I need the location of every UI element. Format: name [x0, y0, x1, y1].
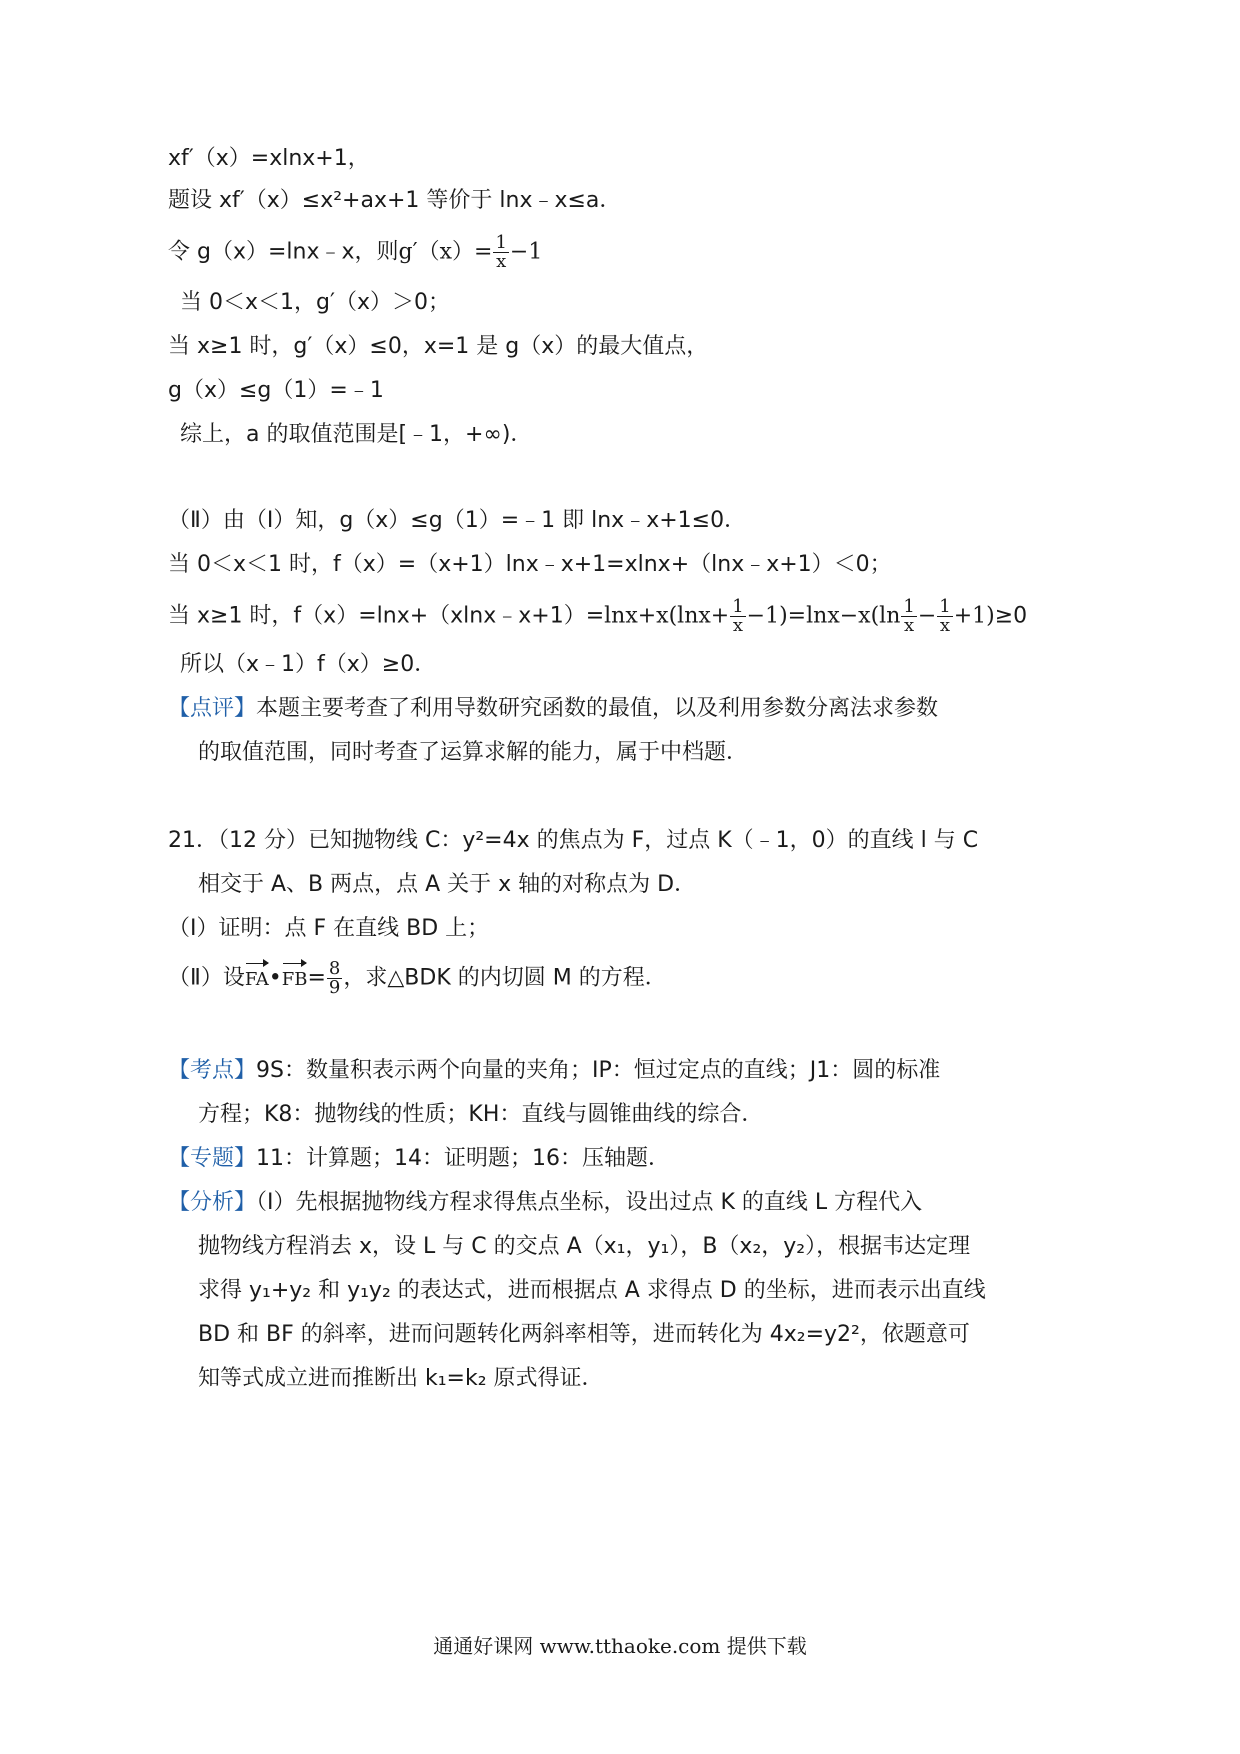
line-10: [168, 598, 1027, 635]
line-20: [168, 1144, 670, 1174]
fraction-numerator: 1: [732, 596, 744, 617]
fraction-8-over-9: [327, 960, 342, 997]
line-23: 求得 y₁+y₂ 和 y₁y₂ 的表达式，进而根据点 A 求得点 D 的坐标，进而表示出直线: [198, 1278, 986, 1303]
line-8: （Ⅱ）由（Ⅰ）知，g（x）≤g（1）=﹣1 即 lnx﹣x+1≤0．: [168, 508, 747, 533]
line-16: （Ⅰ）证明：点 F 在直线 BD 上；: [168, 916, 490, 941]
line-3-tail: −1: [509, 239, 543, 265]
fraction-numerator: 1: [939, 596, 951, 617]
equals-sign: =: [307, 965, 326, 991]
vector-fa: FA: [245, 965, 269, 995]
line-5: 当 x≥1 时，g′（x）≤0，x=1 是 g（x）的最大值点，: [168, 334, 709, 359]
analysis-tag: 【分析】: [168, 1190, 257, 1215]
line-24: BD 和 BF 的斜率，进而问题转化两斜率相等，进而转化为 4x₂=y2²，依题意可: [198, 1322, 970, 1347]
line-3: [168, 234, 542, 271]
line-22: 抛物线方程消去 x，设 L 与 C 的交点 A（x₁，y₁），B（x₂，y₂），根据韦达定理: [198, 1234, 971, 1259]
line-15: 相交于 A、B 两点，点 A 关于 x 轴的对称点为 D．: [198, 872, 697, 897]
line-6: g（x）≤g（1）=﹣1: [168, 378, 384, 403]
line-11: 所以（x﹣1）f（x）≥0．: [180, 652, 437, 677]
line-4: 当 0＜x＜1，g′（x）＞0；: [180, 290, 450, 315]
comment-tag: 【点评】: [168, 696, 257, 721]
fraction-1-over-x: [901, 598, 916, 635]
line-10-formula-d: +1): [953, 603, 995, 629]
line-1: xf′（x）=xlnx+1，: [168, 146, 370, 171]
line-3-formula: g′（x）=: [398, 239, 493, 265]
fraction-denominator: x: [732, 615, 744, 636]
fraction-1-over-x: [937, 598, 952, 635]
line-12: [168, 694, 938, 724]
line-17: [168, 960, 667, 997]
line-3-text: 令 g（x）=lnx﹣x，则: [168, 239, 399, 265]
fraction-numerator: 1: [903, 596, 915, 617]
vector-fb: FB: [282, 965, 308, 995]
fraction-1-over-x: [730, 598, 745, 635]
line-19: 方程；K8：抛物线的性质；KH：直线与圆锥曲线的综合．: [198, 1102, 764, 1127]
comment-text: 本题主要考查了利用导数研究函数的最值，以及利用参数分离法求参数: [256, 696, 939, 721]
fraction-numerator: 1: [495, 232, 507, 253]
fraction-numerator: 8: [328, 958, 341, 979]
fraction-denominator: x: [939, 615, 951, 636]
keypoint-text: 9S：数量积表示两个向量的夹角；IP：恒过定点的直线；J1：圆的标准: [256, 1058, 941, 1083]
line-9: 当 0＜x＜1 时，f（x）=（x+1）lnx﹣x+1=xlnx+（lnx﹣x+1）＜0；: [168, 552, 892, 577]
line-17-text: （Ⅱ）设: [168, 965, 245, 991]
fraction-denominator: x: [496, 251, 507, 272]
line-10-tail: ≥0: [994, 603, 1028, 629]
line-10-formula-a: lnx+x(lnx+: [604, 603, 730, 629]
line-10-formula-b: −1)=lnx−x(ln: [746, 603, 901, 629]
line-17-tail: ，求△BDK 的内切圆 M 的方程．: [343, 965, 667, 991]
topic-tag: 【专题】: [168, 1146, 257, 1171]
fraction-denominator: 9: [328, 977, 341, 998]
line-13: 的取值范围，同时考查了运算求解的能力，属于中档题．: [198, 740, 749, 765]
line-2: 题设 xf′（x）≤x²+ax+1 等价于 lnx﹣x≤a．: [168, 188, 622, 213]
line-10-text: 当 x≥1 时，f（x）=lnx+（xlnx﹣x+1）=: [168, 603, 605, 629]
dot-product: •: [268, 965, 282, 991]
fraction-1-over-x: [493, 234, 508, 271]
topic-text: 11：计算题；14：证明题；16：压轴题．: [256, 1146, 670, 1171]
line-7: 综上，a 的取值范围是[﹣1，+∞)．: [180, 422, 533, 447]
analysis-text: （Ⅰ）先根据抛物线方程求得焦点坐标，设出过点 K 的直线 L 方程代入: [256, 1190, 923, 1215]
fraction-denominator: x: [904, 615, 915, 636]
line-21: [168, 1188, 922, 1218]
page-footer: 通通好课网 www.tthaoke.com 提供下载: [433, 1634, 807, 1658]
line-14: 21．（12 分）已知抛物线 C：y²=4x 的焦点为 F，过点 K（﹣1，0）的直线 l 与 C: [168, 828, 979, 853]
line-25: 知等式成立进而推断出 k₁=k₂ 原式得证．: [198, 1366, 604, 1391]
line-18: [168, 1056, 940, 1086]
line-10-formula-c: −: [917, 603, 937, 629]
keypoint-tag: 【考点】: [168, 1058, 257, 1083]
